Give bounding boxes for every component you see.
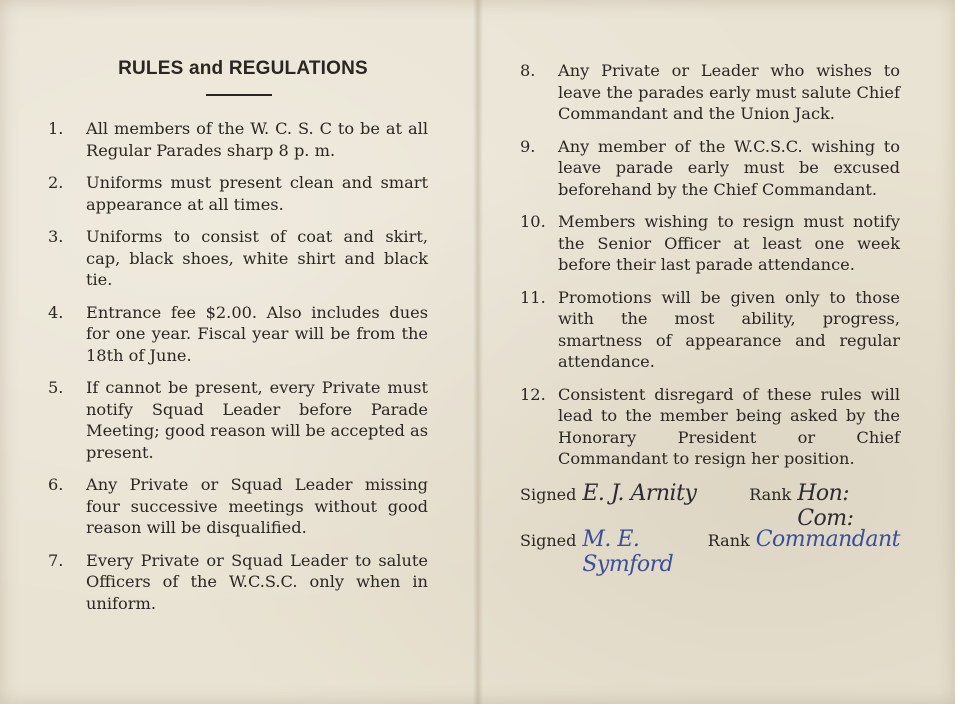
rule-number: 1. [48, 119, 64, 138]
signed-label: Signed [520, 484, 577, 504]
rule-number: 8. [520, 61, 536, 80]
rank-value: Hon: Com: [797, 480, 854, 531]
rule-number: 9. [520, 136, 536, 156]
rule-item [520, 287, 900, 373]
signature-name: E. J. Arnity [582, 480, 697, 506]
rule-number: 5. [48, 378, 64, 397]
rule-text: Uniforms to consist of coat and skirt, cap, black shoes, white shirt and black tie. [86, 227, 428, 289]
rule-text: Members wishing to resign must notify the Senior Officer at least one week before their last parade attendance. [558, 212, 900, 274]
rule-item [48, 302, 428, 367]
signature-block [520, 480, 900, 577]
signature-row [520, 526, 900, 577]
rank-value: Commandant [755, 526, 900, 552]
rule-item [520, 60, 900, 125]
rule-text: Any member of the W.C.S.C. wishing to leave parade early must be excused beforehand by the Chief Commandant. [558, 136, 900, 199]
page-title: RULES and REGULATIONS [118, 58, 368, 79]
rule-number: 12. [520, 384, 546, 404]
rule-number: 10. [520, 212, 546, 231]
rule-item [48, 474, 428, 539]
rule-text: Every Private or Squad Leader to salute Officers of the W.C.S.C. only when in uniform. [86, 550, 428, 613]
heading-underline [206, 94, 272, 96]
rank-label: Rank [707, 530, 750, 550]
fold-crease [473, 0, 483, 704]
right-panel [520, 60, 900, 577]
rules-list-left [48, 118, 428, 614]
rule-number: 7. [48, 550, 64, 570]
rule-text: Entrance fee $2.00. Also includes dues for one year. Fiscal year will be from the 18th of June. [86, 302, 428, 365]
rules-list-right [520, 60, 900, 470]
rule-item [520, 136, 900, 201]
rule-item [520, 211, 900, 276]
rule-number: 4. [48, 302, 64, 322]
rule-item [520, 384, 900, 470]
rule-item [48, 172, 428, 215]
rule-number: 2. [48, 173, 64, 192]
rule-item [48, 377, 428, 463]
left-panel [48, 58, 428, 625]
rule-item [48, 118, 428, 161]
signature-name: M. E. Symford [582, 526, 674, 577]
rule-item [48, 226, 428, 291]
rank-label: Rank [749, 484, 792, 504]
rule-text: Promotions will be given only to those with the most ability, progress, smartness of appearance and regular attendance. [558, 287, 900, 371]
rule-number: 6. [48, 475, 64, 494]
rule-number: 3. [48, 227, 64, 246]
rule-text: Consistent disregard of these rules will lead to the member being asked by the Honorary President or Chief Commandant to resign her position. [558, 384, 900, 468]
rule-text: Any Private or Leader who wishes to leave the parades early must salute Chief Commandant and the Union Jack. [558, 61, 900, 123]
rule-text: If cannot be present, every Private must notify Squad Leader before Parade Meeting; good reason will be accepted as present. [86, 378, 428, 462]
signed-label: Signed [520, 530, 577, 550]
rule-text: Any Private or Squad Leader missing four successive meetings without good reason will be disqualified. [86, 475, 428, 537]
rule-text: All members of the W. C. S. C to be at all Regular Parades sharp 8 p. m. [86, 119, 428, 160]
rule-item [48, 550, 428, 615]
rule-number: 11. [520, 287, 546, 307]
rule-text: Uniforms must present clean and smart appearance at all times. [86, 173, 428, 214]
signature-row [520, 480, 900, 531]
